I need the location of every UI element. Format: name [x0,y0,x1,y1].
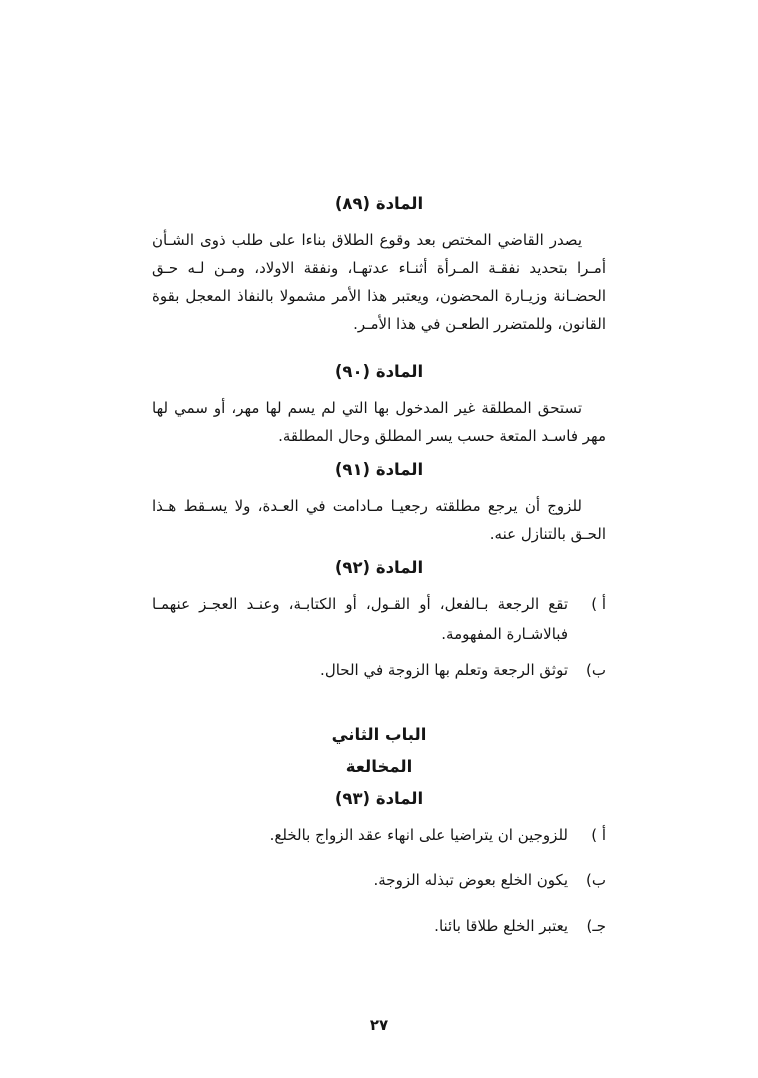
article-92-item-a [152,590,606,649]
item-marker: ب) [586,660,606,679]
item-text: يكون الخلع بعوض تبذله الزوجة. [373,871,568,890]
item-text: للزوجين ان يتراضيا على انهاء عقد الزواج بالخلع. [269,826,568,845]
article-91-body: للزوج أن يرجع مطلقته رجعيـا مـادامت في العـدة، ولا يسـقط هـذا الحـق بالتنازل عنه. [152,497,606,544]
chapter-two-block [152,725,606,808]
article-93-item-b [152,866,606,895]
article-93-items [152,821,606,941]
article-92-items [152,590,606,685]
article-90-heading: المادة (٩٠) [334,362,424,382]
item-marker: ب) [586,871,606,890]
document-page [152,0,606,941]
chapter-title: الباب الثاني [331,725,427,745]
article-92-item-b [152,656,606,685]
item-marker: أ ) [591,595,606,614]
article-92-heading: المادة (٩٢) [334,558,424,578]
article-90-body: تستحق المطلقة غير المدخول بها التي لم يسم لها مهر، أو سمي لها مهر فاسـد المتعة حسب يسر المطلق وحال المطلقة. [152,399,606,446]
chapter-subtitle: المخالعة [345,757,413,777]
article-91-heading: المادة (٩١) [334,460,424,480]
item-text: توثق الرجعة وتعلم بها الزوجة في الحال. [320,660,568,679]
article-89-body: يصدر القاضي المختص بعد وقوع الطلاق بناءا على طلب ذوى الشـأن أمـرا بتحديد نفقـة المـرأة أثنـاء عدتهـا، ونفقة الاولاد، ومـن لـه حـق الحضـانة وزيـارة المحضون، ويعتبر هذا الأمر مشمولا بالنفاذ المعجل بقوة القانون، وللمتضرر الطعـن في هذا الأمـر. [152,231,606,334]
article-93-item-a [152,821,606,850]
article-89-heading: المادة (٨٩) [334,194,424,213]
item-marker: أ ) [591,826,606,845]
article-93-heading: المادة (٩٣) [334,789,424,809]
item-text: تقع الرجعة بـالفعل، أو القـول، أو الكتابـة، وعنـد العجـز عنهمـا فبالاشـارة المفهومة. [152,595,568,643]
page-number: ٢٧ [369,1016,389,1034]
item-marker: جـ) [586,916,606,935]
article-93-item-c [152,912,606,941]
item-text: يعتبر الخلع طلاقا بائنا. [434,916,568,935]
